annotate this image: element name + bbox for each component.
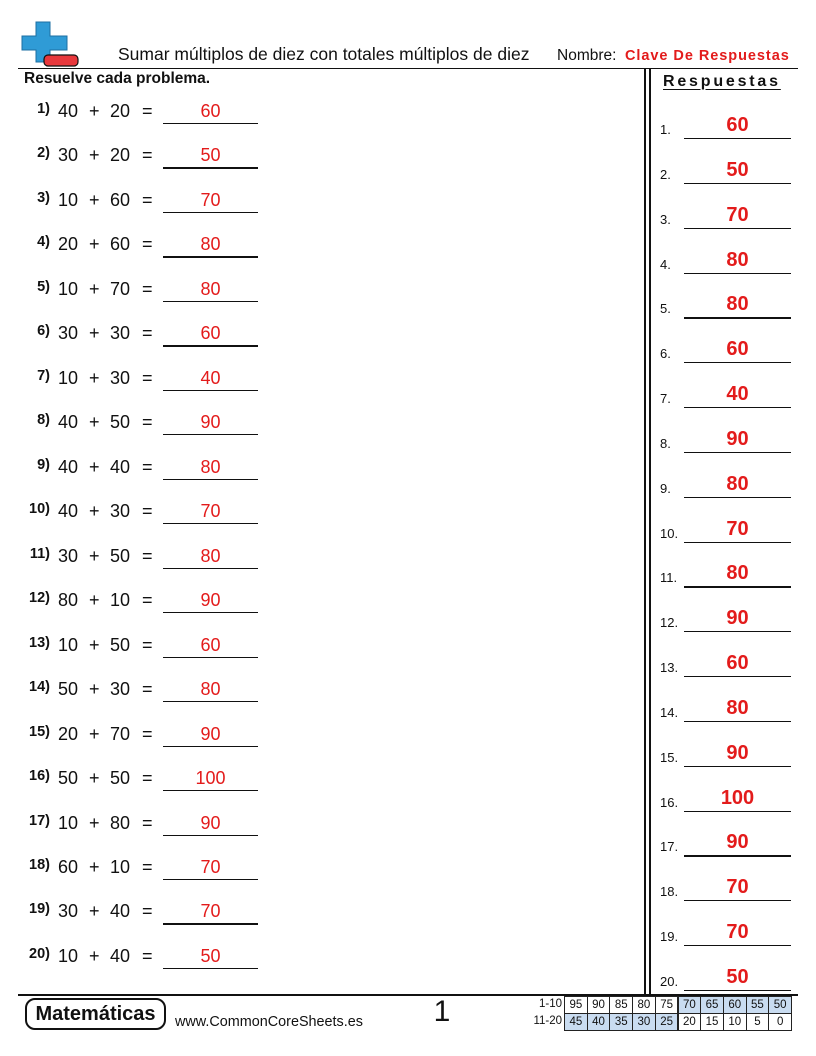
- answer-key-label: 16.: [660, 794, 679, 810]
- addend-first: 20: [58, 234, 79, 255]
- answer-key-label: 13.: [660, 660, 679, 676]
- problem-number: 7): [37, 367, 50, 384]
- score-cell: 5: [746, 1013, 770, 1031]
- answer-key-value: 100: [720, 786, 755, 809]
- equals-sign: =: [142, 145, 153, 166]
- answer-key-row: [655, 291, 792, 321]
- score-cell: 75: [655, 996, 679, 1014]
- minus-icon: [44, 55, 78, 66]
- addend-second: 60: [110, 234, 131, 255]
- problem-row: [0, 100, 640, 126]
- answer-key-label: 11.: [660, 570, 678, 586]
- plus-sign: +: [89, 945, 100, 966]
- score-cell: 30: [632, 1013, 656, 1031]
- problem-row: [0, 812, 640, 838]
- answer-field[interactable]: 80: [200, 545, 221, 566]
- answer-key-underline: [684, 631, 791, 632]
- problem-number: 10): [29, 501, 50, 518]
- plus-sign: +: [89, 278, 100, 299]
- answer-underline: [163, 167, 258, 168]
- problem-row: [0, 367, 640, 393]
- score-range-label: 1-10: [538, 998, 562, 1010]
- answer-underline: [163, 790, 258, 791]
- score-cell: 65: [700, 996, 724, 1014]
- answer-field[interactable]: 60: [200, 634, 221, 655]
- plus-sign: +: [89, 723, 100, 744]
- plus-sign: +: [89, 189, 100, 210]
- score-cell: 25: [655, 1013, 679, 1031]
- addend-second: 30: [110, 367, 131, 388]
- answer-key-value: 70: [726, 517, 749, 540]
- answer-key-value: 80: [726, 562, 749, 585]
- addend-first: 50: [58, 679, 79, 700]
- problem-row: [0, 144, 640, 170]
- addend-first: 30: [58, 901, 79, 922]
- problem-row: [0, 856, 640, 882]
- answer-underline: [163, 390, 258, 391]
- problem-row: [0, 678, 640, 704]
- answer-field[interactable]: 90: [200, 812, 221, 833]
- equals-sign: =: [142, 189, 153, 210]
- plus-sign: +: [89, 901, 100, 922]
- score-range-label: 11-20: [533, 1015, 562, 1027]
- score-cell: 80: [632, 996, 656, 1014]
- answer-key-label: 12.: [660, 615, 679, 631]
- subject-badge: [25, 998, 166, 1030]
- problem-number: 20): [29, 945, 50, 962]
- answer-key-label: 9.: [660, 480, 671, 496]
- answer-field[interactable]: 100: [195, 768, 226, 789]
- addend-first: 10: [58, 945, 79, 966]
- addend-first: 80: [58, 590, 79, 611]
- answer-key-underline: [684, 452, 791, 453]
- equals-sign: =: [142, 278, 153, 299]
- answer-key-underline: [684, 542, 791, 543]
- answer-underline: [163, 479, 258, 480]
- problem-row: [0, 723, 640, 749]
- answer-key-row: [655, 560, 792, 590]
- plus-sign: +: [89, 145, 100, 166]
- problem-number: 9): [37, 456, 50, 473]
- addend-first: 50: [58, 768, 79, 789]
- plus-sign: +: [89, 412, 100, 433]
- equals-sign: =: [142, 412, 153, 433]
- plus-sign: +: [89, 812, 100, 833]
- column-divider-right: [649, 68, 651, 995]
- addend-second: 60: [110, 189, 131, 210]
- score-cell: 70: [678, 996, 702, 1014]
- problem-row: [0, 278, 640, 304]
- answer-key-value: 50: [726, 965, 749, 988]
- worksheet-title: Sumar múltiplos de diez con totales múltiplos de diez: [118, 44, 530, 64]
- score-cell: 95: [564, 996, 588, 1014]
- problem-number: 18): [29, 856, 50, 873]
- answer-field[interactable]: 70: [200, 189, 221, 210]
- plus-sign: +: [89, 590, 100, 611]
- plus-sign: +: [89, 501, 100, 522]
- equals-sign: =: [142, 723, 153, 744]
- equals-sign: =: [142, 456, 153, 477]
- answer-underline: [163, 568, 258, 569]
- addend-second: 30: [110, 323, 131, 344]
- answer-key-underline: [684, 586, 791, 587]
- answer-key-underline: [684, 676, 791, 677]
- addend-second: 50: [110, 634, 131, 655]
- addend-first: 30: [58, 323, 79, 344]
- problem-number: 19): [29, 901, 50, 918]
- answer-underline: [163, 835, 258, 836]
- answer-key-underline: [684, 855, 791, 856]
- plus-minus-logo-icon: [20, 20, 80, 68]
- addend-first: 10: [58, 634, 79, 655]
- score-cell: 90: [587, 996, 611, 1014]
- answer-key-label: 20.: [660, 973, 679, 989]
- name-value: Clave De Respuestas: [625, 47, 790, 64]
- answer-key-underline: [684, 228, 791, 229]
- problem-number: 3): [37, 189, 50, 206]
- answer-field[interactable]: 70: [200, 901, 221, 922]
- answer-key-underline: [684, 407, 791, 408]
- answer-field[interactable]: 90: [200, 723, 221, 744]
- answer-key-value: 80: [726, 472, 749, 495]
- answer-key-value: 70: [726, 203, 749, 226]
- addend-second: 10: [110, 590, 131, 611]
- equals-sign: =: [142, 501, 153, 522]
- score-cell: 15: [700, 1013, 724, 1031]
- problem-row: [0, 900, 640, 926]
- answer-underline: [163, 657, 258, 658]
- answer-key-value: 40: [726, 383, 749, 406]
- problem-number: 6): [37, 323, 50, 340]
- problem-row: [0, 456, 640, 482]
- equals-sign: =: [142, 634, 153, 655]
- problem-row: [0, 945, 640, 971]
- problem-row: [0, 411, 640, 437]
- problem-row: [0, 545, 640, 571]
- answer-key-label: 17.: [660, 839, 679, 855]
- problem-number: 17): [29, 812, 50, 829]
- answer-key-row: [655, 516, 792, 546]
- answer-key-row: [655, 157, 792, 187]
- answer-key-row: [655, 336, 792, 366]
- answer-key-label: 5.: [660, 301, 671, 317]
- answer-key-label: 2.: [660, 166, 671, 182]
- addend-second: 50: [110, 545, 131, 566]
- addend-first: 10: [58, 367, 79, 388]
- answer-key-underline: [684, 183, 791, 184]
- answer-key-row: [655, 381, 792, 411]
- answer-key-row: [655, 919, 792, 949]
- answer-field[interactable]: 40: [200, 367, 221, 388]
- problem-number: 2): [37, 145, 50, 162]
- answer-key-row: [655, 829, 792, 859]
- addend-second: 80: [110, 812, 131, 833]
- addend-second: 70: [110, 278, 131, 299]
- addend-second: 20: [110, 101, 131, 121]
- answer-key-row: [655, 785, 792, 815]
- problem-number: 4): [37, 234, 50, 251]
- problem-row: [0, 500, 640, 526]
- answer-field[interactable]: 50: [200, 145, 221, 166]
- problem-row: [0, 634, 640, 660]
- addend-second: 50: [110, 768, 131, 789]
- answer-key-underline: [684, 766, 791, 767]
- plus-sign: +: [89, 367, 100, 388]
- answer-key-label: 18.: [660, 884, 679, 900]
- answer-key-value: 80: [726, 696, 749, 719]
- plus-sign: +: [89, 234, 100, 255]
- equals-sign: =: [142, 679, 153, 700]
- answer-underline: [163, 212, 258, 213]
- equals-sign: =: [142, 323, 153, 344]
- answer-key-row: [655, 605, 792, 635]
- answer-key-row: [655, 471, 792, 501]
- addend-first: 40: [58, 412, 79, 433]
- answer-key-underline: [684, 990, 791, 991]
- score-cell: 20: [678, 1013, 702, 1031]
- problem-row: [0, 589, 640, 615]
- answer-field[interactable]: 80: [200, 278, 221, 299]
- answer-key-label: 6.: [660, 346, 671, 362]
- addend-second: 40: [110, 901, 131, 922]
- score-cell: 60: [723, 996, 747, 1014]
- problem-number: 1): [37, 101, 50, 117]
- problem-row: [0, 322, 640, 348]
- answer-field[interactable]: 80: [200, 679, 221, 700]
- answer-key-row: [655, 247, 792, 277]
- problem-row: [0, 233, 640, 259]
- answer-key-value: 90: [726, 607, 749, 630]
- answer-key-underline: [684, 317, 791, 318]
- answer-underline: [163, 256, 258, 257]
- answer-key-label: 10.: [660, 525, 679, 541]
- website-link[interactable]: www.CommonCoreSheets.es: [175, 1014, 363, 1030]
- answer-key-underline: [684, 721, 791, 722]
- answer-key-row: [655, 964, 792, 994]
- answer-underline: [163, 523, 258, 524]
- page-number: 1: [433, 995, 451, 1028]
- answer-key-label: 4.: [660, 256, 671, 272]
- answer-underline: [163, 345, 258, 346]
- addend-second: 10: [110, 856, 131, 877]
- equals-sign: =: [142, 545, 153, 566]
- addend-first: 40: [58, 101, 79, 121]
- equals-sign: =: [142, 367, 153, 388]
- equals-sign: =: [142, 945, 153, 966]
- answer-underline: [163, 968, 258, 969]
- column-divider-left: [644, 68, 646, 995]
- answer-key-label: 7.: [660, 391, 671, 407]
- answer-key-row: [655, 740, 792, 770]
- problem-row: [0, 767, 640, 793]
- addend-first: 10: [58, 812, 79, 833]
- score-cell: 35: [609, 1013, 633, 1031]
- answer-key-row: [655, 202, 792, 232]
- addend-first: 30: [58, 545, 79, 566]
- addend-first: 20: [58, 723, 79, 744]
- score-cell: 10: [723, 1013, 747, 1031]
- addend-first: 30: [58, 145, 79, 166]
- problem-number: 12): [29, 590, 50, 607]
- plus-sign: +: [89, 679, 100, 700]
- problem-number: 15): [29, 723, 50, 740]
- problem-number: 5): [37, 278, 50, 295]
- answer-key-value: 60: [726, 338, 749, 361]
- problem-row: [0, 189, 640, 215]
- problem-number: 13): [29, 634, 50, 651]
- answer-field[interactable]: 70: [200, 856, 221, 877]
- answer-underline: [163, 123, 258, 124]
- plus-sign: +: [89, 545, 100, 566]
- problem-number: 16): [29, 768, 50, 785]
- equals-sign: =: [142, 901, 153, 922]
- addend-second: 30: [110, 501, 131, 522]
- score-cell: 45: [564, 1013, 588, 1031]
- answer-key-row: [655, 112, 792, 142]
- answer-key-underline: [684, 900, 791, 901]
- answer-key-underline: [684, 497, 791, 498]
- answer-key-label: 3.: [660, 211, 671, 227]
- plus-sign: +: [89, 634, 100, 655]
- header-divider: [18, 68, 798, 70]
- answer-key-value: 50: [726, 158, 749, 181]
- answer-key-underline: [684, 138, 791, 139]
- name-label: Nombre:: [557, 47, 617, 64]
- answer-key-label: 14.: [660, 704, 679, 720]
- answer-underline: [163, 746, 258, 747]
- answer-field[interactable]: 60: [200, 101, 221, 121]
- answer-key-label: 19.: [660, 929, 679, 945]
- answer-key-value: 90: [726, 741, 749, 764]
- answer-key-row: [655, 874, 792, 904]
- plus-sign: +: [89, 768, 100, 789]
- addend-second: 70: [110, 723, 131, 744]
- equals-sign: =: [142, 101, 153, 121]
- addend-first: 10: [58, 278, 79, 299]
- answer-field[interactable]: 90: [200, 412, 221, 433]
- addend-first: 10: [58, 189, 79, 210]
- answer-underline: [163, 701, 258, 702]
- score-cell: 55: [746, 996, 770, 1014]
- answer-key-underline: [684, 362, 791, 363]
- answer-key-row: [655, 426, 792, 456]
- score-cell: 0: [768, 1013, 792, 1031]
- problem-number: 14): [29, 679, 50, 696]
- equals-sign: =: [142, 234, 153, 255]
- addend-first: 40: [58, 456, 79, 477]
- answer-field[interactable]: 90: [200, 590, 221, 611]
- plus-sign: +: [89, 456, 100, 477]
- answer-underline: [163, 612, 258, 613]
- plus-sign: +: [89, 101, 100, 121]
- answer-key-value: 60: [726, 652, 749, 675]
- addend-second: 40: [110, 945, 131, 966]
- answer-key-heading: Respuestas: [663, 72, 781, 90]
- answer-key-label: 1.: [660, 122, 671, 137]
- score-cell: 85: [609, 996, 633, 1014]
- answer-underline: [163, 923, 258, 924]
- answer-key-underline: [684, 273, 791, 274]
- problem-number: 8): [37, 412, 50, 429]
- answer-key-value: 80: [726, 248, 749, 271]
- addend-second: 50: [110, 412, 131, 433]
- addend-second: 30: [110, 679, 131, 700]
- equals-sign: =: [142, 812, 153, 833]
- subject-label: Matemáticas: [35, 1003, 156, 1025]
- addend-second: 20: [110, 145, 131, 166]
- answer-field[interactable]: 80: [200, 234, 221, 255]
- answer-key-value: 60: [726, 114, 749, 136]
- equals-sign: =: [142, 590, 153, 611]
- answer-key-value: 70: [726, 876, 749, 899]
- answer-key-row: [655, 695, 792, 725]
- score-cell: 40: [587, 1013, 611, 1031]
- answer-field[interactable]: 70: [200, 501, 221, 522]
- equals-sign: =: [142, 856, 153, 877]
- answer-field[interactable]: 50: [200, 945, 221, 966]
- answer-key-underline: [684, 811, 791, 812]
- answer-key-label: 8.: [660, 435, 671, 451]
- plus-sign: +: [89, 323, 100, 344]
- problem-number: 11): [29, 545, 50, 562]
- equals-sign: =: [142, 768, 153, 789]
- answer-field[interactable]: 60: [200, 323, 221, 344]
- answer-key-row: [655, 650, 792, 680]
- addend-first: 40: [58, 501, 79, 522]
- answer-underline: [163, 434, 258, 435]
- answer-key-label: 15.: [660, 749, 679, 765]
- score-cell: 50: [768, 996, 792, 1014]
- answer-underline: [163, 879, 258, 880]
- addend-first: 60: [58, 856, 79, 877]
- answer-key-value: 90: [726, 427, 749, 450]
- answer-key-value: 80: [726, 293, 749, 316]
- plus-sign: +: [89, 856, 100, 877]
- instructions: Resuelve cada problema.: [24, 70, 211, 87]
- answer-underline: [163, 301, 258, 302]
- answer-key-underline: [684, 945, 791, 946]
- answer-field[interactable]: 80: [200, 456, 221, 477]
- addend-second: 40: [110, 456, 131, 477]
- answer-key-value: 70: [726, 921, 749, 944]
- answer-key-value: 90: [726, 831, 749, 854]
